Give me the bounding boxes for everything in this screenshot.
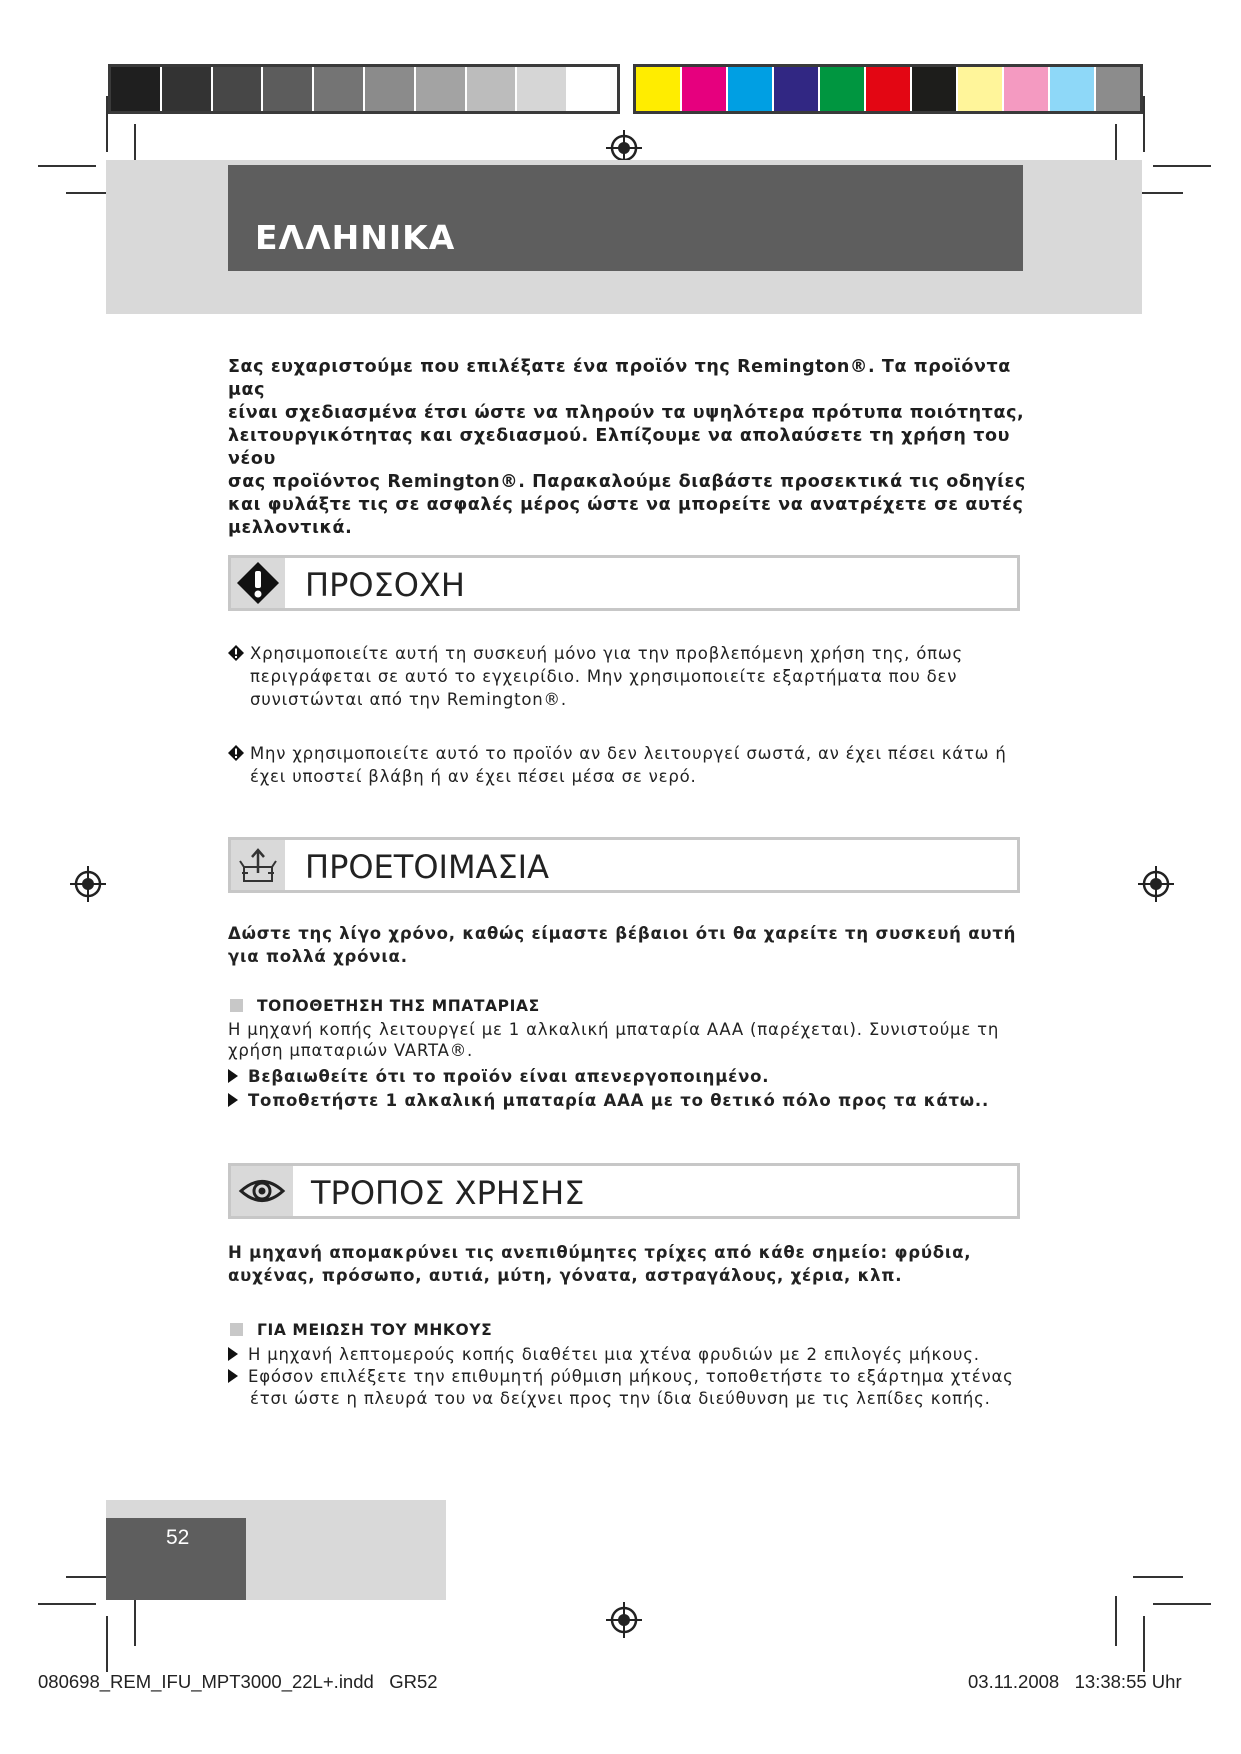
- color-swatch: [910, 67, 956, 111]
- usage-lead: Η μηχανή απομακρύνει τις ανεπιθύμητες τρίχες από κάθε σημείο: φρύδια, αυχένας, πρόσωπο, αυτιά, μύτη, γόνατα, αστραγάλους, χέρια, κλπ.: [228, 1243, 972, 1285]
- page-title: ΕΛΛΗΝΙΚΑ: [255, 218, 456, 257]
- color-swatch: [818, 67, 864, 111]
- caution-title: ΠΡΟΣΟΧΗ: [305, 566, 465, 604]
- crop-mark: [1143, 1616, 1145, 1672]
- preparation-lead: Δώστε της λίγο χρόνο, καθώς είμαστε βέβαιοι ότι θα χαρείτε τη συσκευή αυτή για πολλά χρόνια.: [228, 924, 1017, 966]
- battery-text: Η μηχανή κοπής λειτουργεί με 1 αλκαλική μπαταρία AAA (παρέχεται). Συνιστούμε τη χρήση μπαταριών VARTA®.: [228, 1020, 1000, 1060]
- crop-mark: [1153, 165, 1211, 167]
- arrow-bullet-icon: [228, 1069, 238, 1083]
- grayscale-color-bar: [108, 64, 620, 114]
- color-swatch: [465, 67, 516, 111]
- usage-step: [228, 1366, 1050, 1410]
- color-swatch: [566, 67, 617, 111]
- color-swatch: [312, 67, 363, 111]
- color-swatch: [515, 67, 566, 111]
- intro-paragraph: [228, 356, 1028, 540]
- color-swatch: [1048, 67, 1094, 111]
- caution-section-header: [228, 555, 1020, 611]
- arrow-bullet-icon: [228, 1093, 238, 1107]
- intro-line: είναι σχεδιασμένα έτσι ώστε να πληρούν τα υψηλότερα πρότυπα ποιότητας,: [228, 403, 1025, 423]
- length-subheading-text: ΓΙΑ ΜΕΙΩΣΗ ΤΟΥ ΜΗΚΟΥΣ: [257, 1321, 493, 1339]
- color-swatch: [726, 67, 772, 111]
- preparation-section-header: [228, 837, 1020, 893]
- battery-subheading: [230, 997, 540, 1015]
- intro-line: λειτουργικότητας και σχεδιασμού. Ελπίζουμε να απολαύσετε τη χρήση του νέου: [228, 426, 1010, 469]
- square-bullet-icon: [230, 1323, 243, 1336]
- color-swatch: [363, 67, 414, 111]
- battery-step: [228, 1089, 1050, 1112]
- warning-bullet-icon: [228, 645, 244, 661]
- arrow-bullet-icon: [228, 1347, 238, 1361]
- crop-mark: [38, 165, 96, 167]
- footer-timestamp: 03.11.2008 13:38:55 Uhr: [968, 1671, 1182, 1692]
- color-swatch: [414, 67, 465, 111]
- registration-mark-icon: [68, 864, 108, 904]
- color-swatch: [1002, 67, 1048, 111]
- warning-bullet-icon: [228, 745, 244, 761]
- usage-title: ΤΡΟΠΟΣ ΧΡΗΣΗΣ: [311, 1174, 585, 1212]
- color-swatch: [680, 67, 726, 111]
- caution-item: [228, 642, 1040, 711]
- color-swatch: [111, 67, 160, 111]
- intro-line: μελλοντικά.: [228, 518, 353, 538]
- caution-item-text: Μην χρησιμοποιείτε αυτό το προϊόν αν δεν λειτουργεί σωστά, αν έχει πέσει κάτω ή έχει υποστεί βλάβη ή αν έχει πέσει μέσα σε νερό.: [250, 744, 1007, 786]
- usage-section-header: [228, 1163, 1020, 1219]
- crop-mark: [106, 96, 108, 152]
- battery-step-text: Βεβαιωθείτε ότι το προϊόν είναι απενεργοποιημένο.: [248, 1067, 770, 1086]
- crop-mark: [106, 1616, 108, 1672]
- crop-mark: [38, 1603, 96, 1605]
- page-number: 52: [166, 1526, 190, 1549]
- color-swatch: [772, 67, 818, 111]
- color-swatch: [956, 67, 1002, 111]
- crop-mark: [1133, 1576, 1183, 1578]
- arrow-bullet-icon: [228, 1369, 238, 1383]
- length-subheading: [230, 1321, 492, 1339]
- square-bullet-icon: [230, 999, 243, 1012]
- color-swatch: [261, 67, 312, 111]
- registration-mark-icon: [604, 1600, 644, 1640]
- color-swatch: [864, 67, 910, 111]
- crop-mark: [1153, 1603, 1211, 1605]
- color-swatch: [160, 67, 211, 111]
- caution-item-text: Χρησιμοποιείτε αυτή τη συσκευή μόνο για την προβλεπόμενη χρήση της, όπως περιγράφεται σε αυτό το εγχειρίδιο. Μην χρησιμοποιείτε εξαρτήματα που δεν συνιστώνται από την Remington®.: [250, 644, 963, 709]
- crop-mark: [1115, 1596, 1117, 1646]
- eye-icon: [231, 1166, 293, 1216]
- battery-step-text: Τοποθετήστε 1 αλκαλική μπαταρία AAA με το θετικό πόλο προς τα κάτω..: [248, 1091, 990, 1110]
- color-swatch: [1094, 67, 1140, 111]
- usage-step-text: Η μηχανή λεπτομερούς κοπής διαθέτει μια χτένα φρυδιών με 2 επιλογές μήκους.: [248, 1345, 980, 1364]
- registration-mark-icon: [1136, 864, 1176, 904]
- battery-step: [228, 1065, 1050, 1088]
- crop-mark: [1143, 96, 1145, 152]
- battery-subheading-text: ΤΟΠΟΘΕΤΗΣΗ ΤΗΣ ΜΠΑΤΑΡΙΑΣ: [257, 997, 540, 1015]
- box-unpack-icon: [231, 840, 285, 890]
- warning-diamond-icon: [231, 558, 285, 608]
- intro-line: Σας ευχαριστούμε που επιλέξατε ένα προϊόν της Remington®. Τα προϊόντα μας: [228, 357, 1011, 400]
- color-swatch: [636, 67, 680, 111]
- intro-line: σας προϊόντος Remington®. Παρακαλούμε διαβάστε προσεκτικά τις οδηγίες: [228, 472, 1026, 492]
- color-swatch: [211, 67, 262, 111]
- footer-filename: 080698_REM_IFU_MPT3000_22L+.indd GR52: [38, 1671, 438, 1692]
- usage-step: [228, 1344, 1050, 1365]
- caution-item: [228, 742, 1040, 788]
- crop-mark: [134, 1596, 136, 1646]
- preparation-title: ΠΡΟΕΤΟΙΜΑΣΙΑ: [305, 848, 549, 886]
- process-color-bar: [633, 64, 1143, 114]
- intro-line: και φυλάξτε τις σε ασφαλές μέρος ώστε να μπορείτε να ανατρέχετε σε αυτές: [228, 495, 1024, 515]
- usage-step-text: Εφόσον επιλέξετε την επιθυμητή ρύθμιση μήκους, τοποθετήστε το εξάρτημα χτένας έτσι ώστε η πλευρά του να δείχνει προς την ίδια διεύθυνση με τις λεπίδες κοπής.: [248, 1367, 1014, 1408]
